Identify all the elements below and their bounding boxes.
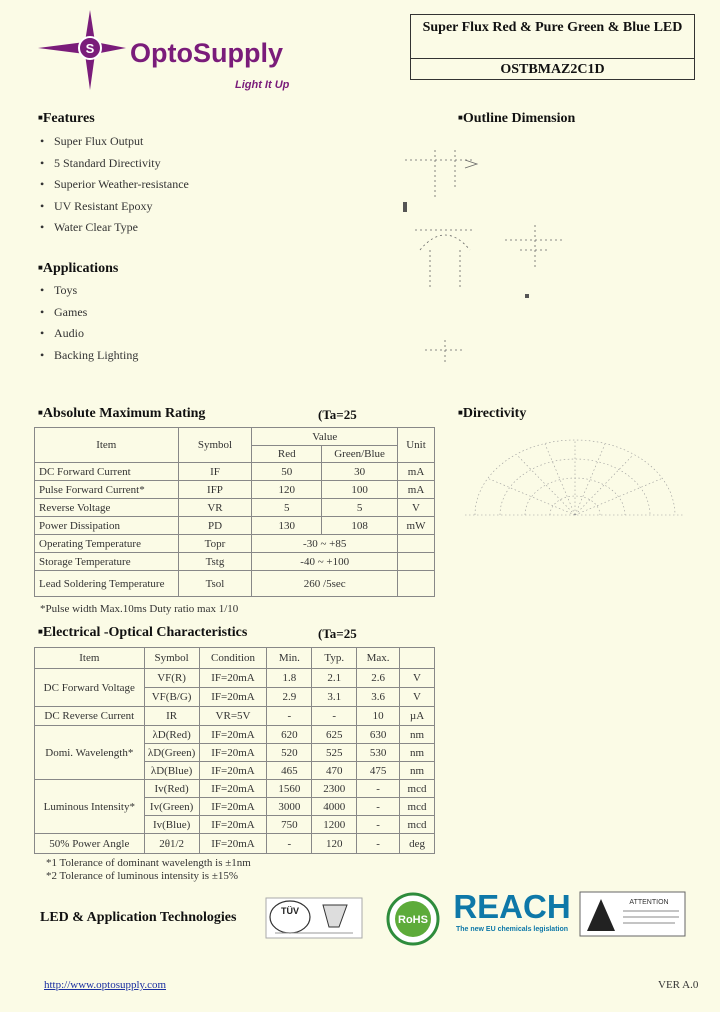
- header-typ: Typ.: [312, 648, 357, 669]
- brand-name: OptoSupply: [130, 38, 283, 68]
- product-title-box: [410, 14, 695, 80]
- table-row: DC Forward Current IF 50 30 mA: [35, 463, 435, 481]
- table-row: DC Forward Voltage VF(R) IF=20mA 1.8 2.1 2.6 V: [35, 669, 435, 688]
- directivity-heading: ■Directivity: [458, 406, 527, 421]
- list-item: • Backing Lighting: [40, 347, 139, 362]
- header-condition: Condition: [199, 648, 267, 669]
- table-row: Luminous Intensity* Iv(Red) IF=20mA 1560 2300 - mcd: [35, 780, 435, 798]
- abs-max-table: [34, 427, 435, 597]
- rohs-cert-logo: [377, 892, 449, 946]
- svg-text:RoHS: RoHS: [398, 914, 428, 926]
- list-item: • Games: [40, 304, 88, 319]
- list-item: • UV Resistant Epoxy: [40, 198, 153, 213]
- header-red: Red: [252, 446, 322, 463]
- list-item: • Water Clear Type: [40, 220, 138, 234]
- reach-logo: [453, 884, 571, 936]
- table-row: VF(B/G) IF=20mA 2.9 3.1 3.6 V: [35, 688, 435, 707]
- svg-text:REACH: REACH: [453, 888, 571, 925]
- table-row: Reverse Voltage VR 5 5 V: [35, 499, 435, 517]
- brand-tagline: Light It Up: [235, 79, 290, 91]
- features-heading: ■Features: [38, 111, 95, 126]
- table-row: Operating Temperature Topr -30 ~ +85: [35, 535, 435, 553]
- header-unit: Unit: [398, 428, 435, 463]
- electrical-note-2: *2 Tolerance of luminous intensity is ±15%: [46, 870, 239, 882]
- table-row: Domi. Wavelength* λD(Red) IF=20mA 620 625 630 nm: [35, 726, 435, 744]
- svg-text:The new EU chemicals legislati: The new EU chemicals legislation: [455, 926, 569, 933]
- table-row: λD(Green) IF=20mA 520 525 530 nm: [35, 744, 435, 762]
- header-unit: [400, 648, 435, 669]
- electrical-table: [34, 647, 435, 854]
- header-value: Value: [252, 428, 398, 446]
- table-row: λD(Blue) IF=20mA 465 470 475 nm: [35, 762, 435, 780]
- list-item: • Super Flux Output: [40, 134, 144, 148]
- tuv-cert-logo: [265, 897, 363, 939]
- abs-max-note: *Pulse width Max.10ms Duty ratio max 1/10: [40, 603, 239, 615]
- table-row: Iv(Green) IF=20mA 3000 4000 - mcd: [35, 798, 435, 816]
- header-item: Item: [35, 428, 179, 463]
- esd-attention-logo: [579, 891, 686, 937]
- applications-heading: ■Applications: [38, 261, 119, 276]
- header-max: Max.: [357, 648, 400, 669]
- header-green-blue: Green/Blue: [322, 446, 398, 463]
- website-link[interactable]: http://www.optosupply.com: [44, 979, 167, 991]
- table-row: Power Dissipation PD 130 108 mW: [35, 517, 435, 535]
- list-item: • Audio: [40, 326, 84, 340]
- table-row: DC Reverse Current IR VR=5V - - 10 µA: [35, 707, 435, 726]
- header-symbol: Symbol: [178, 428, 252, 463]
- logo-star-icon: [38, 10, 126, 90]
- optosupply-logo: [38, 10, 308, 92]
- electrical-condition: (Ta=25: [318, 626, 357, 641]
- svg-text:TÜV: TÜV: [281, 906, 299, 916]
- header-symbol: Symbol: [144, 648, 199, 669]
- version-label: VER A.0: [658, 979, 699, 991]
- header-item: Item: [35, 648, 145, 669]
- table-row: Pulse Forward Current* IFP 120 100 mA: [35, 481, 435, 499]
- list-item: • Superior Weather-resistance: [40, 177, 189, 191]
- abs-max-heading: ■Absolute Maximum Rating: [38, 406, 206, 421]
- svg-text:ATTENTION: ATTENTION: [629, 899, 669, 906]
- directivity-chart: [455, 430, 695, 530]
- abs-max-condition: (Ta=25: [318, 407, 357, 422]
- part-number: OSTBMAZ2C1D: [500, 62, 605, 77]
- header-min: Min.: [267, 648, 312, 669]
- features-list: [36, 131, 189, 239]
- footer-title: LED & Application Technologies: [40, 910, 237, 925]
- electrical-note-1: *1 Tolerance of dominant wavelength is ±1nm: [46, 857, 251, 869]
- outline-heading: ■Outline Dimension: [458, 111, 576, 126]
- table-row: Lead Soldering Temperature Tsol 260 /5sec: [35, 571, 435, 597]
- table-row: Iv(Blue) IF=20mA 750 1200 - mcd: [35, 816, 435, 834]
- product-title: Super Flux Red & Pure Green & Blue LED: [411, 15, 694, 59]
- list-item: • Toys: [40, 283, 78, 297]
- applications-list: [36, 280, 138, 366]
- table-row: 50% Power Angle 2θ1/2 IF=20mA - 120 - deg: [35, 834, 435, 854]
- outline-drawing: [395, 140, 595, 380]
- table-row: Storage Temperature Tstg -40 ~ +100: [35, 553, 435, 571]
- list-item: • 5 Standard Directivity: [40, 155, 161, 170]
- svg-text:S: S: [85, 41, 95, 56]
- electrical-heading: ■Electrical -Optical Characteristics: [38, 625, 248, 640]
